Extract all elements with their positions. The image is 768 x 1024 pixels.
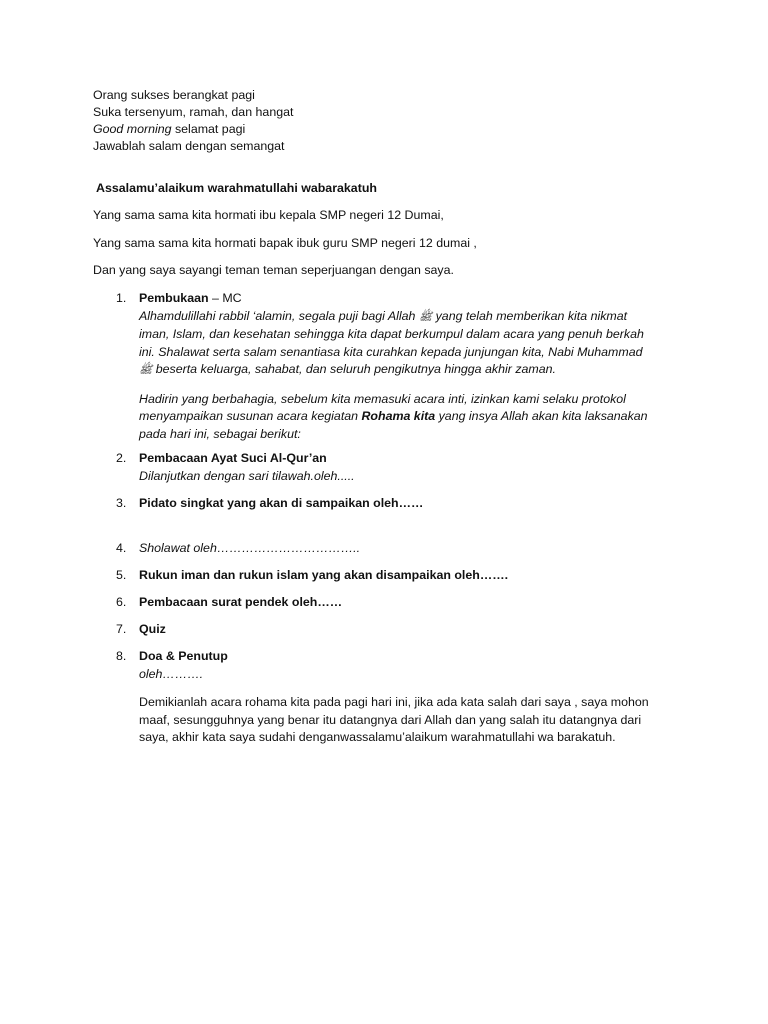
ligature-symbol: ﷺ [139,364,153,376]
item-title: Rukun iman dan rukun islam yang akan disampaikan oleh……. [139,568,509,582]
item-subtitle: Dilanjutkan dengan sari tilawah.oleh..... [139,468,355,483]
item-body [139,540,679,558]
item-number: 1. [116,291,127,305]
opening-paragraph-line: iman, Islam, dan kesehatan sehingga kita dapat berkumpul dalam acara yang penuh berkah [139,327,644,341]
opening-paragraph-line: ﷺ beserta keluarga, sahabat, dan seluruh pengikutnya hingga akhir zaman. [139,362,556,376]
poem-line: Orang sukses berangkat pagi [93,88,255,102]
protocol-paragraph-line: pada hari ini, sebagai berikut: [139,426,301,441]
item-number: 8. [116,649,127,663]
item-title: Quiz [139,622,166,636]
closing-paragraph-line: Demikianlah acara rohama kita pada pagi hari ini, jika ada kata salah dari saya , saya mohon [139,695,649,709]
item-number: 6. [116,595,127,609]
item-number: 5. [116,568,127,582]
item-number: 2. [116,451,127,465]
item-body [139,594,679,612]
greeting-heading: Assalamu’alaikum warahmatullahi wabarakatuh [96,181,377,195]
item-number: 3. [116,496,127,510]
closing-paragraph-line: saya, akhir kata saya sudahi denganwassalamu’alaikum warahmatullahi wa barakatuh. [139,730,616,744]
opening-paragraph-line: Alhamdulillahi rabbil ‘alamin, segala puji bagi Allah ﷺ yang telah memberikan kita nikmat [139,308,628,323]
salutation-line: Yang sama sama kita hormati ibu kepala SMP negeri 12 Dumai, [93,208,444,222]
item-title: Doa & Penutup [139,649,228,663]
item-body [139,648,679,747]
item-subtitle: oleh………. [139,666,204,681]
ligature-symbol: ﷺ [418,310,433,323]
poem-line: Jawablah salam dengan semangat [93,139,285,153]
item-title: Pembacaan Ayat Suci Al-Qur’an [139,451,327,465]
opening-poem [93,87,693,155]
protocol-paragraph-line: Hadirin yang berbahagia, sebelum kita memasuki acara inti, izinkan kami selaku protokol [139,391,626,406]
item-body [139,450,679,485]
closing-paragraph-line: maaf, sesungguhnya yang benar itu datangnya dari Allah dan yang salah itu datangnya dari [139,712,642,727]
item-title: Pembukaan [139,291,209,305]
item-title: Pembacaan surat pendek oleh…… [139,595,343,609]
poem-line: Good morning selamat pagi [93,122,246,136]
item-body [139,290,679,443]
opening-paragraph-line: ini. Shalawat serta salam senantiasa kita curahkan kepada junjungan kita, Nabi Muhammad [139,344,643,359]
item-number: 7. [116,622,127,636]
item-number: 4. [116,541,127,555]
item-body [139,567,679,585]
item-title-suffix: – MC [208,291,242,305]
salutation-line: Dan yang saya sayangi teman teman seperjuangan dengan saya. [93,263,454,277]
event-name: Rohama kita [361,409,436,423]
poem-line: Suka tersenyum, ramah, dan hangat [93,105,294,119]
item-body [139,495,679,513]
salutation-line: Yang sama sama kita hormati bapak ibuk guru SMP negeri 12 dumai , [93,236,477,250]
item-title: Pidato singkat yang akan di sampaikan oleh…… [139,496,424,510]
protocol-paragraph-line: menyampaikan susunan acara kegiatan Rohama kita yang insya Allah akan kita laksanakan [139,409,648,423]
item-body [139,621,679,639]
item-text: Sholawat oleh…………………………….. [139,541,361,555]
